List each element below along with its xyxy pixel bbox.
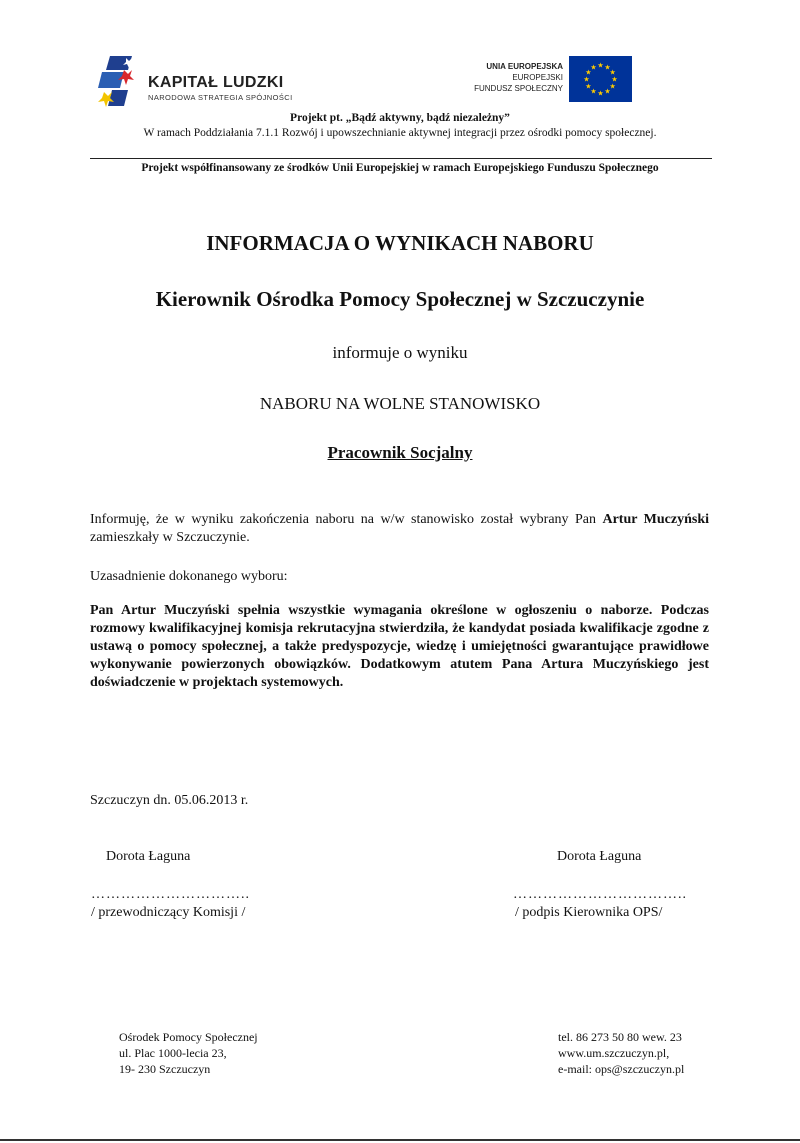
footer-email: e-mail: ops@szczuczyn.pl bbox=[558, 1062, 685, 1076]
selected-candidate-name: Artur Muczyński bbox=[602, 512, 709, 527]
footer-contact bbox=[558, 1029, 684, 1077]
director-role: / podpis Kierownika OPS/ bbox=[515, 905, 663, 920]
result-suffix: zamieszkały w Szczuczynie. bbox=[90, 530, 250, 545]
document-subtitle: Kierownik Ośrodka Pomocy Społecznej w Szczuczynie bbox=[155, 287, 645, 311]
eu-star-icon: ★ bbox=[609, 82, 616, 91]
eu-star-icon: ★ bbox=[604, 63, 611, 72]
eu-line-1: UNIA EUROPEJSKA bbox=[486, 62, 563, 71]
document-title: INFORMACJA O WYNIKACH NABORU bbox=[206, 231, 594, 255]
informs-line: informuje o wyniku bbox=[332, 343, 468, 362]
director-signature-line: …………………………….. bbox=[513, 887, 687, 902]
kapital-ludzki-emblem-icon bbox=[98, 52, 148, 112]
eu-star-icon: ★ bbox=[609, 68, 616, 77]
eu-star-icon: ★ bbox=[583, 75, 590, 84]
footer-city: 19- 230 Szczuczyn bbox=[119, 1062, 211, 1076]
eu-star-icon: ★ bbox=[597, 89, 604, 98]
header-divider bbox=[90, 158, 712, 159]
committee-chair-name: Dorota Łaguna bbox=[106, 849, 191, 864]
kapital-ludzki-tagline: NARODOWA STRATEGIA SPÓJNOŚCI bbox=[148, 93, 293, 102]
footer-org-name: Ośrodek Pomocy Społecznej bbox=[119, 1030, 258, 1044]
kapital-ludzki-name: KAPITAŁ LUDZKI bbox=[148, 74, 284, 91]
footer-street: ul. Plac 1000-lecia 23, bbox=[119, 1046, 227, 1060]
kapital-ludzki-logo bbox=[98, 52, 148, 112]
footer-address bbox=[119, 1029, 258, 1077]
footer-website: www.um.szczuczyn.pl, bbox=[558, 1046, 670, 1060]
eu-star-icon: ★ bbox=[590, 63, 597, 72]
committee-chair-role: / przewodniczący Komisji / bbox=[91, 905, 246, 920]
eu-star-icon: ★ bbox=[611, 75, 618, 84]
eu-star-icon: ★ bbox=[585, 68, 592, 77]
eu-logo-text bbox=[474, 61, 563, 94]
page-bottom-border bbox=[0, 1139, 800, 1141]
eu-line-3: FUNDUSZ SPOŁECZNY bbox=[474, 84, 563, 93]
eu-star-icon: ★ bbox=[597, 61, 604, 70]
eu-flag-icon bbox=[569, 56, 632, 102]
footer-phone: tel. 86 273 50 80 wew. 23 bbox=[558, 1030, 682, 1044]
cofinance-line: Projekt współfinansowany ze środków Unii Europejskiej w ramach Europejskiego Funduszu Społecznego bbox=[141, 162, 659, 174]
position-name: Pracownik Socjalny bbox=[327, 443, 473, 462]
justification-label: Uzasadnienie dokonanego wyboru: bbox=[90, 569, 288, 584]
eu-star-icon: ★ bbox=[604, 87, 611, 96]
eu-line-2: EUROPEJSKI bbox=[512, 73, 563, 82]
project-title-line: Projekt pt. „Bądź aktywny, bądź niezależny” bbox=[290, 112, 510, 124]
result-paragraph bbox=[90, 511, 709, 547]
director-name: Dorota Łaguna bbox=[557, 849, 642, 864]
justification-text: Pan Artur Muczyński spełnia wszystkie wymagania określone w ogłoszeniu o naborze. Podczas rozmowy kwalifikacyjnej komisja rekrutacyjna stwierdziła, że kandydat posiada kwalifikacje zgodne z ustawą o pomocy społecznej, a także predyspozycje, wiedzę i umiejętności gwarantujące prawidłowe wykonywanie powierzonych obowiązków. Dodatkowym atutem Pana Artura Muczyńskiego jest doświadczenie w projektach systemowych. bbox=[90, 603, 709, 690]
place-date: Szczuczyn dn. 05.06.2013 r. bbox=[90, 793, 249, 808]
eu-star-icon: ★ bbox=[590, 87, 597, 96]
subaction-line: W ramach Poddziałania 7.1.1 Rozwój i upowszechnianie aktywnej integracji przez ośrodki pomocy społecznej. bbox=[143, 127, 657, 139]
recruitment-line: NABORU NA WOLNE STANOWISKO bbox=[259, 394, 541, 413]
result-prefix: Informuję, że w wyniku zakończenia naboru na w/w stanowisko został wybrany Pan bbox=[90, 512, 603, 527]
committee-signature-line: ………………………….. bbox=[91, 887, 250, 902]
eu-star-icon: ★ bbox=[585, 82, 592, 91]
